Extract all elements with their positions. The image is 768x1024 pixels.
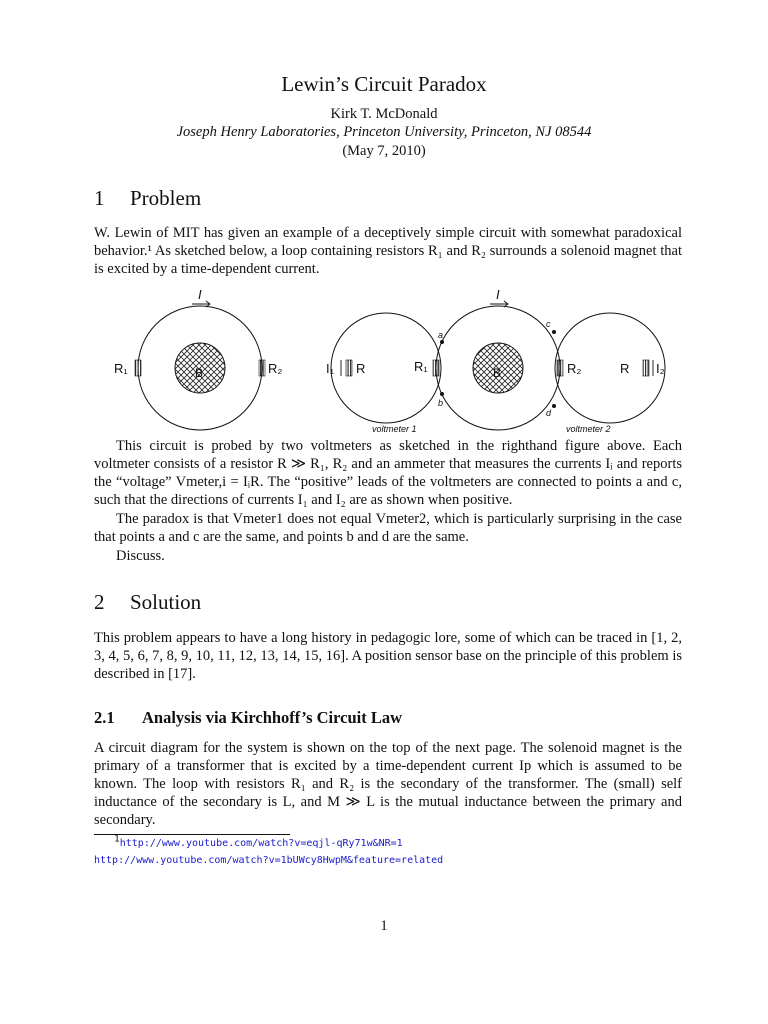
author-name: Kirk T. McDonald bbox=[330, 106, 438, 122]
junction-d bbox=[552, 404, 556, 408]
section-number: 2 bbox=[94, 590, 105, 614]
footnote-link-1[interactable]: http://www.youtube.com/watch?v=eqjl-qRy71w&NR=1 bbox=[119, 838, 403, 849]
resistor-r2 bbox=[259, 360, 265, 376]
label-point-a: a bbox=[438, 330, 444, 340]
resistor-r1 bbox=[433, 360, 439, 376]
resistor-r2 bbox=[557, 360, 563, 376]
section-title: Solution bbox=[130, 590, 202, 614]
paragraph: A circuit diagram for the system is shown on the top of the next page. The solenoid magnet is the primary of a transformer that is excited by a time-dependent current Ip which is assumed to be known. The loop with resistors R₁ and R₂ is the secondary of the transformer. The (small) self inductance of the secondary is L, and M ≫ L is the mutual inductance between the primary and secondary. bbox=[94, 740, 682, 828]
footnote-link-2[interactable]: http://www.youtube.com/watch?v=1bUWcy8HwpM&feature=related bbox=[94, 855, 444, 866]
label-r1: R₁ bbox=[414, 359, 428, 374]
label-point-b: b bbox=[438, 398, 444, 408]
paragraph: Discuss. bbox=[116, 548, 165, 564]
page-number: 1 bbox=[380, 918, 388, 934]
resistor-r1 bbox=[135, 360, 141, 376]
section-number: 1 bbox=[94, 186, 105, 210]
two-voltmeter-circuit bbox=[326, 287, 665, 434]
footnote-mark: 1 bbox=[114, 833, 120, 845]
footnote-rule bbox=[94, 834, 290, 835]
junction-b bbox=[440, 392, 444, 396]
paper-title: Lewin’s Circuit Paradox bbox=[281, 72, 487, 96]
author-affiliation: Joseph Henry Laboratories, Princeton University, Princeton, NJ 08544 bbox=[176, 124, 592, 140]
label-r-left: R bbox=[356, 361, 366, 376]
subsection-title: Analysis via Kirchhoff’s Circuit Law bbox=[142, 708, 403, 727]
label-r2: R₂ bbox=[567, 361, 582, 376]
junction-a bbox=[440, 340, 444, 344]
junction-c bbox=[552, 330, 556, 334]
resistor-r-left bbox=[346, 360, 352, 376]
label-voltmeter1: voltmeter 1 bbox=[372, 424, 417, 434]
label-i1: I₁ bbox=[326, 361, 334, 376]
section-heading-problem bbox=[94, 186, 201, 211]
label-r2: R₂ bbox=[268, 361, 283, 376]
paragraph: This circuit is probed by two voltmeters as sketched in the righthand figure above. Each voltmeter consists of a resistor R ≫ R₁, R₂ and an ammeter that measures the currents Iᵢ and reports the “voltage” Vmeter,i = IᵢR. The “positive” leads of the voltmeters are connected to points a and c, such that the directions of currents I₁ and I₂ are as shown when positive. bbox=[94, 438, 682, 508]
paragraph: The paradox is that Vmeter1 does not equal Vmeter2, which is particularly surprising in the case that points a and c are the same, and points b and d are the same. bbox=[94, 511, 682, 545]
label-current: I bbox=[198, 287, 202, 302]
label-voltmeter2: voltmeter 2 bbox=[566, 424, 611, 434]
label-point-c: c bbox=[546, 319, 551, 329]
label-r-right: R bbox=[620, 361, 630, 376]
label-point-d: d bbox=[546, 408, 552, 418]
subsection-heading bbox=[94, 708, 402, 728]
footnote-1 bbox=[114, 833, 403, 849]
label-field: B bbox=[493, 366, 502, 380]
paragraph: W. Lewin of MIT has given an example of a deceptively simple circuit with somewhat paradoxical behavior.¹ As sketched below, a loop containing resistors R₁ and R₂ surrounds a solenoid magnet that is excited by a time-dependent current. bbox=[94, 225, 682, 277]
circuit-figure bbox=[100, 282, 670, 440]
subsection-number: 2.1 bbox=[94, 708, 115, 727]
label-current: I bbox=[496, 287, 500, 302]
section-heading-solution bbox=[94, 590, 201, 615]
paper-date: (May 7, 2010) bbox=[342, 143, 426, 159]
resistor-r-right bbox=[643, 360, 649, 376]
label-i2: I₂ bbox=[656, 361, 665, 376]
label-r1: R₁ bbox=[114, 361, 128, 376]
section-title: Problem bbox=[130, 186, 202, 210]
single-loop-circuit bbox=[114, 287, 282, 430]
paragraph: This problem appears to have a long history in pedagogic lore, some of which can be traced in [1, 2, 3, 4, 5, 6, 7, 8, 9, 10, 11, 12, 13, 14, 15, 16]. A position sensor base on the principle of this problem is described in [17]. bbox=[94, 630, 682, 682]
label-field: B bbox=[195, 366, 204, 380]
